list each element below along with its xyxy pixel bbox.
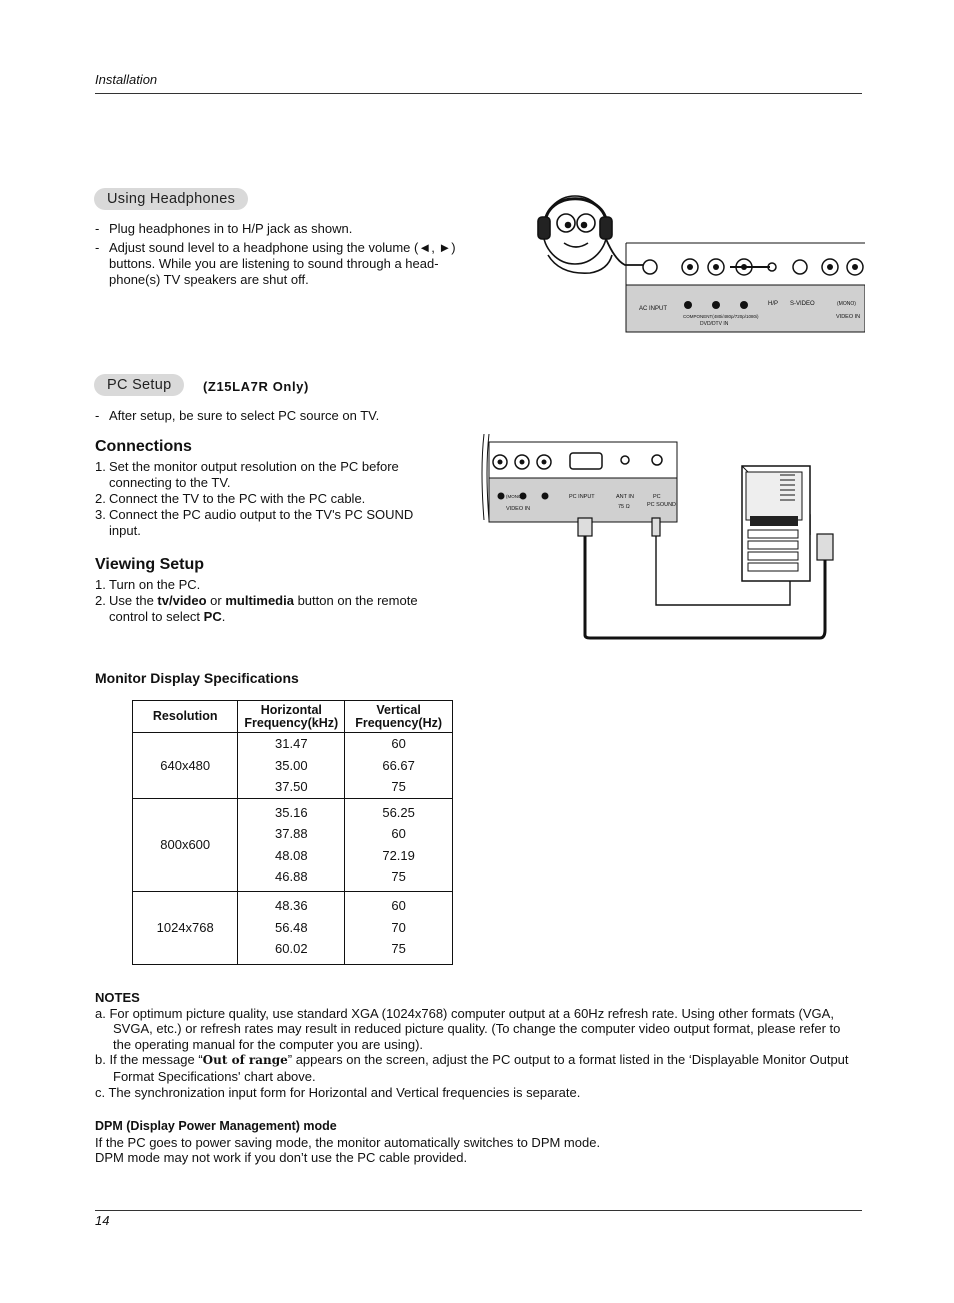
notes-title: NOTES (95, 990, 140, 1005)
pc-input-label: PC INPUT (569, 494, 595, 500)
headphones-panel-illustration (530, 185, 865, 335)
table-row (133, 798, 453, 891)
resolution-cell: 800x600 (133, 798, 238, 891)
dpm-line-1: If the PC goes to power saving mode, the monitor automatically switches to DPM mode. (95, 1134, 601, 1150)
table-header-row (133, 701, 453, 733)
resolution-cell: 1024x768 (133, 891, 238, 964)
dvd-label: DVD/DTV IN (700, 321, 729, 327)
column-header-resolution: Resolution (133, 701, 238, 733)
horizontal-cell: 48.36 56.48 60.02 (238, 891, 345, 964)
page-number: 14 (95, 1213, 110, 1228)
note-c: c. The synchronization input form for Horizontal and Vertical frequencies is separate. (95, 1084, 581, 1100)
monitor-specs-table (132, 700, 453, 965)
headphones-title: Using Headphones (94, 188, 248, 210)
hp-label: H/P (768, 301, 779, 307)
ohm-label: 75 Ω (618, 504, 630, 510)
headphones-person-icon (538, 196, 650, 273)
list-item: 2. Connect the TV to the PC with the PC cable. (95, 491, 366, 506)
mono-label: (MONO) (837, 301, 856, 307)
list-item: 2. Use the tv/video or multimedia button on the remote control to select PC. (95, 593, 418, 624)
pc-label: PC (653, 494, 661, 500)
table-row (133, 733, 453, 799)
dpm-title: DPM (Display Power Management) mode (95, 1119, 337, 1133)
viewing-setup-title: Viewing Setup (95, 556, 205, 573)
dpm-line-2: DPM mode may not work if you don’t use the PC cable provided. (95, 1150, 468, 1166)
video-in-label: VIDEO IN (836, 314, 861, 320)
connections-steps (95, 459, 425, 539)
vertical-cell: 56.25 60 72.19 75 (345, 798, 453, 891)
headphones-bullets (95, 221, 470, 288)
horizontal-cell: 31.47 35.00 37.50 (238, 733, 345, 799)
pc-sound-label: PC SOUND (647, 502, 677, 508)
note-a: a. For optimum picture quality, use standard XGA (1024x768) computer output at a 60Hz refresh rate. Using other formats (VGA, SVGA, etc.) or refresh rates may result in reduced picture quality. (To change the computer video output format, please refer to the operating manual for the computer you are using). (95, 1005, 841, 1052)
column-header-horizontal: Horizontal Frequency(kHz) (238, 701, 345, 733)
list-item: 1. Set the monitor output resolution on the PC before connecting to the TV. (95, 459, 399, 490)
component-label: COMPONENT(480i/480p/720p/1080i) (683, 314, 759, 319)
dpm-block (95, 1119, 862, 1166)
ac-input-label: AC INPUT (639, 306, 668, 312)
vertical-cell: 60 70 75 (345, 891, 453, 964)
list-item: 1. Turn on the PC. (95, 577, 201, 592)
pc-connection-illustration (480, 430, 865, 645)
pc-setup-bullets (95, 408, 495, 424)
pc-tower-icon (742, 466, 810, 581)
svideo-label: S-VIDEO (790, 301, 815, 307)
video-in-label: VIDEO IN (506, 506, 531, 512)
page-section-label: Installation (95, 72, 158, 87)
notes-block (95, 990, 862, 1100)
ant-in-label: ANT IN (616, 494, 634, 500)
viewing-setup-steps (95, 577, 435, 625)
connections-title: Connections (95, 438, 192, 455)
list-item: - Adjust sound level to a headphone using the volume (◄, ►) buttons. While you are listening to sound through a head-phone(s) TV speakers are shut off. (95, 240, 470, 288)
tv-side-panel (626, 243, 865, 332)
resolution-cell: 640x480 (133, 733, 238, 799)
header-rule (95, 93, 862, 94)
mono-label: (MONO) (506, 494, 523, 499)
note-b: b. If the message “Out of range” appears on the screen, adjust the PC output to a format listed in the ‘Displayable Monitor Output Format Specifications' chart above. (95, 1052, 849, 1084)
pc-setup-title: PC Setup (94, 374, 184, 396)
monitor-specs-title: Monitor Display Specifications (95, 670, 299, 686)
list-item: 3. Connect the PC audio output to the TV's PC SOUND input. (95, 507, 414, 538)
tv-rear-panel (482, 434, 677, 522)
column-header-vertical: Vertical Frequency(Hz) (345, 701, 453, 733)
horizontal-cell: 35.16 37.88 48.08 46.88 (238, 798, 345, 891)
footer-rule (95, 1210, 862, 1211)
vertical-cell: 60 66.67 75 (345, 733, 453, 799)
pc-setup-model-note: (Z15LA7R Only) (203, 379, 309, 394)
list-item: - Plug headphones in to H/P jack as shown. (95, 221, 470, 237)
list-item: - After setup, be sure to select PC source on TV. (95, 408, 495, 424)
table-row (133, 891, 453, 964)
